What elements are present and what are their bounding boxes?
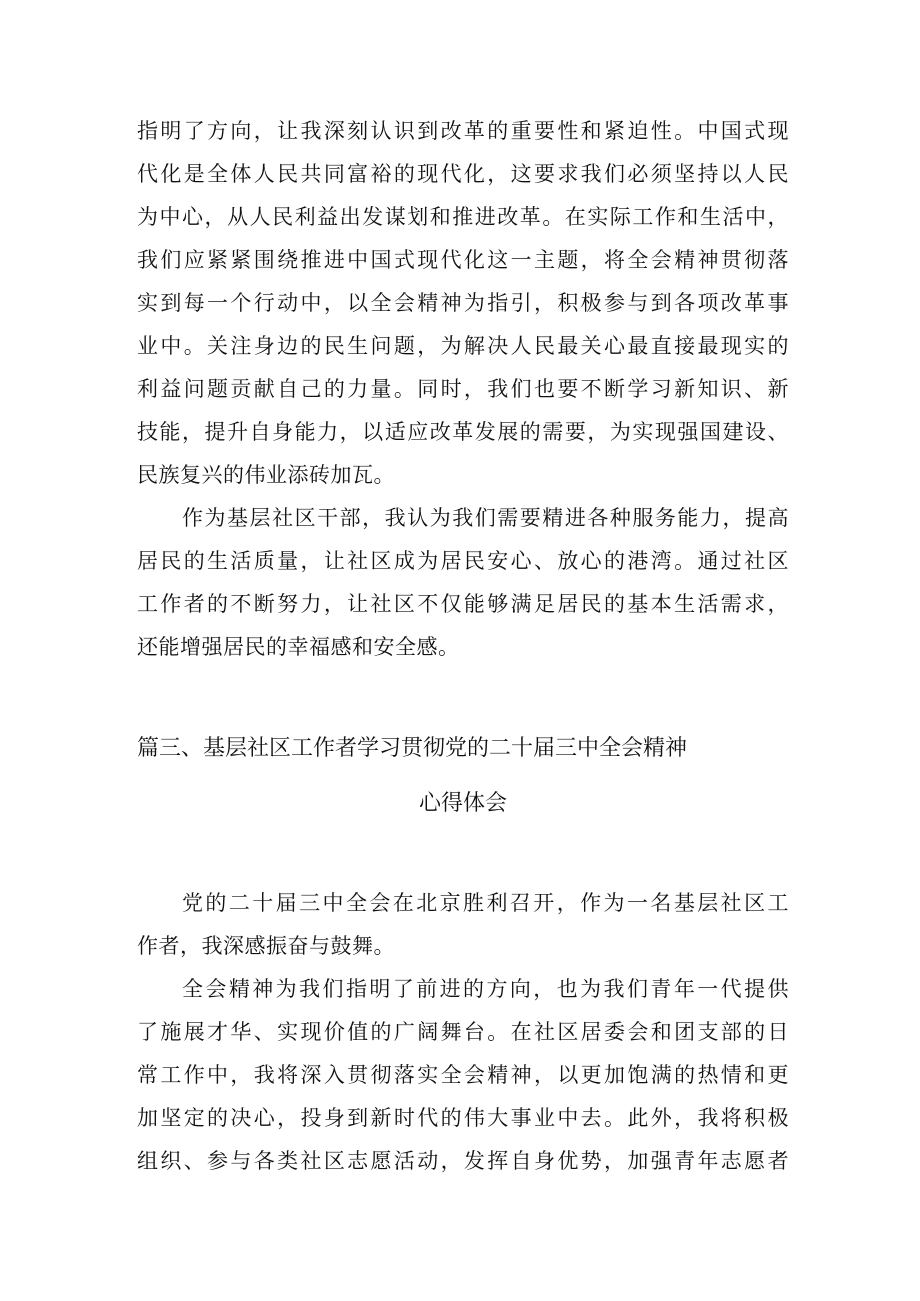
text-line: 全会精神为我们指明了前进的方向，也为我们青年一代提供 (182, 977, 789, 1001)
text-line: 党的二十届三中全会在北京胜利召开，作为一名基层社区工 (182, 891, 789, 915)
text-line: 业中。关注身边的民生问题，为解决人民最关心最直接最现实的 (137, 334, 789, 358)
text-line: 实到每一个行动中，以全会精神为指引，积极参与到各项改革事 (137, 291, 789, 315)
text-line: 工作者的不断努力，让社区不仅能够满足居民的基本生活需求， (137, 592, 789, 616)
text-line: 还能增强居民的幸福感和安全感。 (137, 635, 460, 659)
section-title-line-1: 篇三、基层社区工作者学习贯彻党的二十届三中全会精神 (137, 736, 688, 761)
paragraph-1 (137, 110, 789, 497)
body-text-bottom (137, 882, 789, 1183)
text-line: 居民的生活质量，让社区成为居民安心、放心的港湾。通过社区 (137, 549, 789, 573)
text-line: 代化是全体人民共同富裕的现代化，这要求我们必须坚持以人民 (137, 162, 789, 186)
paragraph-4 (137, 968, 789, 1183)
text-line: 常工作中，我将深入贯彻落实全会精神，以更加饱满的热情和更 (137, 1063, 789, 1087)
text-line: 组织、参与各类社区志愿活动，发挥自身优势，加强青年志愿者 (137, 1149, 789, 1173)
text-line: 我们应紧紧围绕推进中国式现代化这一主题，将全会精神贯彻落 (137, 248, 789, 272)
body-text-top (137, 110, 789, 669)
text-line: 技能，提升自身能力，以适应改革发展的需要，为实现强国建设、 (137, 420, 789, 444)
text-line: 加坚定的决心，投身到新时代的伟大事业中去。此外，我将积极 (137, 1106, 789, 1130)
text-line: 指明了方向，让我深刻认识到改革的重要性和紧迫性。中国式现 (137, 119, 789, 143)
text-line: 民族复兴的伟业添砖加瓦。 (137, 463, 395, 487)
paragraph-2 (137, 497, 789, 669)
text-line: 作为基层社区干部，我认为我们需要精进各种服务能力，提高 (182, 506, 789, 530)
paragraph-3 (137, 882, 789, 968)
section-title-line-2: 心得体会 (418, 791, 507, 816)
text-line: 作者，我深感振奋与鼓舞。 (137, 934, 395, 958)
text-line: 为中心，从人民利益出发谋划和推进改革。在实际工作和生活中， (137, 205, 789, 229)
text-line: 了施展才华、实现价值的广阔舞台。在社区居委会和团支部的日 (137, 1020, 789, 1044)
text-line: 利益问题贡献自己的力量。同时，我们也要不断学习新知识、新 (137, 377, 789, 401)
